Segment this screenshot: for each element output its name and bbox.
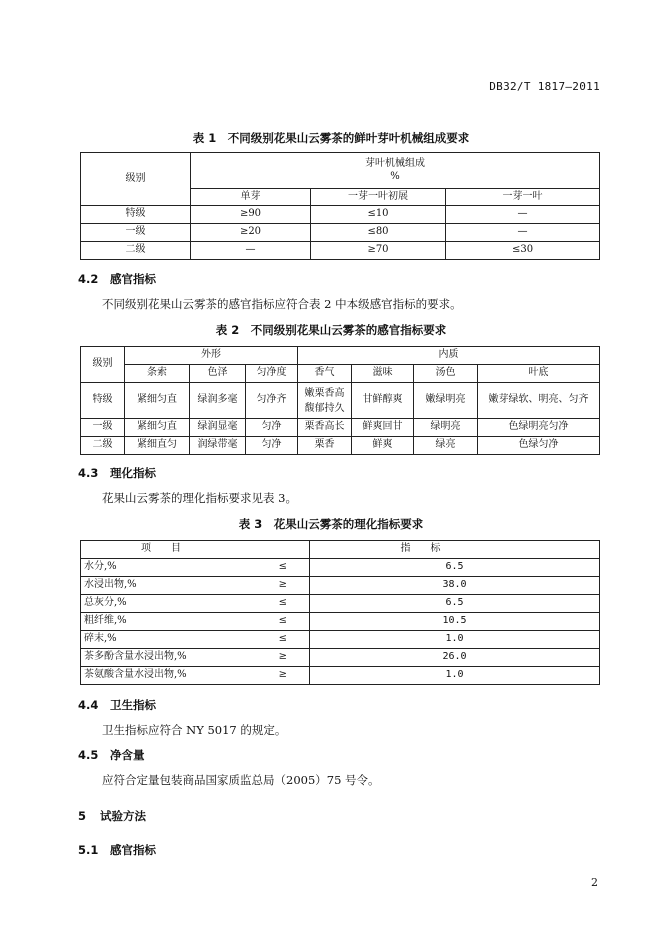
table2-cell: 绿润多毫 bbox=[190, 383, 246, 419]
section-title: 感官指标 bbox=[110, 272, 157, 286]
section-4-4-heading bbox=[78, 697, 156, 713]
table3-value-cell: 26.0 bbox=[310, 649, 600, 667]
table3-item-label: 茶多酚含量水浸出物,% bbox=[84, 651, 187, 663]
table1-cell: — bbox=[446, 224, 600, 242]
table-row bbox=[81, 577, 600, 595]
section-title: 感官指标 bbox=[110, 843, 157, 857]
table3-operator: ≤ bbox=[278, 633, 287, 645]
table2-cell: 嫩绿明亮 bbox=[414, 383, 478, 419]
table2-grade-cell: 二级 bbox=[81, 437, 125, 455]
table3-item-label: 水浸出物,% bbox=[84, 579, 137, 591]
table3-operator: ≥ bbox=[278, 669, 287, 681]
section-title: 卫生指标 bbox=[110, 698, 157, 712]
table3-value-cell: 10.5 bbox=[310, 613, 600, 631]
table1-grade-cell: 一级 bbox=[81, 224, 191, 242]
table3-item-label: 粗纤维,% bbox=[84, 615, 127, 627]
table3-value-cell: 38.0 bbox=[310, 577, 600, 595]
table2-cell: 绿明亮 bbox=[414, 419, 478, 437]
table1-cell: ≤10 bbox=[311, 206, 446, 224]
table-row bbox=[81, 206, 600, 224]
table2-cell: 匀净 bbox=[246, 419, 298, 437]
table3-item-label: 水分,% bbox=[84, 561, 117, 573]
table2-cell: 匀净齐 bbox=[246, 383, 298, 419]
table2-cell: 润绿带毫 bbox=[190, 437, 246, 455]
section-4-5-heading bbox=[78, 747, 145, 763]
document-code: DB32/T 1817—2011 bbox=[489, 80, 600, 93]
table2-grade-header: 级别 bbox=[81, 347, 125, 383]
table2-cell: 紧细匀直 bbox=[125, 383, 190, 419]
table3-operator: ≥ bbox=[278, 651, 287, 663]
table-row bbox=[81, 649, 600, 667]
section-number: 4.5 bbox=[78, 748, 99, 762]
table3-item-label: 茶氨酸含量水浸出物,% bbox=[84, 669, 187, 681]
section-number: 5.1 bbox=[78, 843, 99, 857]
table2-cell: 嫩芽绿软、明亮、匀齐 bbox=[478, 383, 600, 419]
table1-cell: — bbox=[446, 206, 600, 224]
table-row bbox=[81, 613, 600, 631]
table1-group-header bbox=[191, 153, 600, 189]
section-number: 5 bbox=[78, 809, 87, 823]
table-row bbox=[81, 595, 600, 613]
section-number: 4.4 bbox=[78, 698, 99, 712]
table2-cell: 绿亮 bbox=[414, 437, 478, 455]
table2-col-header: 色泽 bbox=[190, 365, 246, 383]
section-title: 理化指标 bbox=[110, 466, 157, 480]
table1-col-header: 单芽 bbox=[191, 189, 311, 206]
table2-cell: 栗香高长 bbox=[298, 419, 352, 437]
table3-item-label: 碎末,% bbox=[84, 633, 117, 645]
table3-item-cell bbox=[81, 559, 310, 577]
section-4-2-text: 不同级别花果山云雾茶的感官指标应符合表 2 中本级感官指标的要求。 bbox=[102, 297, 462, 311]
page-number: 2 bbox=[591, 876, 598, 889]
table2-cell: 色绿明亮匀净 bbox=[478, 419, 600, 437]
table1-cell: — bbox=[191, 242, 311, 260]
table2-title: 表 2 不同级别花果山云雾茶的感官指标要求 bbox=[215, 323, 447, 337]
table3-value-header: 指 标 bbox=[310, 541, 600, 559]
table-row bbox=[81, 242, 600, 260]
table2-cell: 嫩栗香高 馥郁持久 bbox=[298, 383, 352, 419]
table2-cell: 甘鲜醇爽 bbox=[352, 383, 414, 419]
table1-title: 表 1 不同级别花果山云雾茶的鲜叶芽叶机械组成要求 bbox=[192, 131, 470, 145]
table-row bbox=[81, 383, 600, 419]
table2 bbox=[80, 346, 600, 455]
table-row bbox=[81, 437, 600, 455]
table1-col-header: 一芽一叶初展 bbox=[311, 189, 446, 206]
table2-col-header: 滋味 bbox=[352, 365, 414, 383]
table3-item-cell bbox=[81, 667, 310, 685]
table3-value-cell: 6.5 bbox=[310, 559, 600, 577]
table3 bbox=[80, 540, 600, 685]
table2-cell: 鲜爽 bbox=[352, 437, 414, 455]
table2-cell: 栗香 bbox=[298, 437, 352, 455]
table3-item-header: 项 目 bbox=[81, 541, 310, 559]
table2-cell: 紧细匀直 bbox=[125, 419, 190, 437]
table1-grade-header: 级别 bbox=[81, 153, 191, 206]
table-row bbox=[81, 224, 600, 242]
table-row bbox=[81, 631, 600, 649]
table2-cell: 色绿匀净 bbox=[478, 437, 600, 455]
table1-cell: ≤30 bbox=[446, 242, 600, 260]
table-row bbox=[81, 419, 600, 437]
table3-title: 表 3 花果山云雾茶的理化指标要求 bbox=[238, 517, 424, 531]
section-4-2-heading bbox=[78, 271, 156, 287]
table2-group-outer: 外形 bbox=[125, 347, 298, 365]
table1-cell: ≥20 bbox=[191, 224, 311, 242]
section-number: 4.3 bbox=[78, 466, 99, 480]
table3-item-cell bbox=[81, 649, 310, 667]
table1-cell: ≤80 bbox=[311, 224, 446, 242]
table2-cell: 紧细直匀 bbox=[125, 437, 190, 455]
table1-grade-cell: 二级 bbox=[81, 242, 191, 260]
section-4-4-text: 卫生指标应符合 NY 5017 的规定。 bbox=[102, 723, 287, 737]
table2-col-header: 香气 bbox=[298, 365, 352, 383]
table2-cell: 绿润显毫 bbox=[190, 419, 246, 437]
section-number: 4.2 bbox=[78, 272, 99, 286]
section-title: 净含量 bbox=[110, 748, 145, 762]
section-4-3-heading bbox=[78, 465, 156, 481]
table2-cell: 匀净 bbox=[246, 437, 298, 455]
section-5-heading bbox=[78, 808, 146, 824]
table2-grade-cell: 一级 bbox=[81, 419, 125, 437]
table1-group-header-line2: % bbox=[390, 170, 400, 182]
table3-value-cell: 1.0 bbox=[310, 631, 600, 649]
table3-item-cell bbox=[81, 577, 310, 595]
table-row bbox=[81, 667, 600, 685]
table2-grade-cell: 特级 bbox=[81, 383, 125, 419]
table3-operator: ≤ bbox=[278, 597, 287, 609]
table1-cell: ≥90 bbox=[191, 206, 311, 224]
table1-grade-cell: 特级 bbox=[81, 206, 191, 224]
table1 bbox=[80, 152, 600, 260]
table3-operator: ≥ bbox=[278, 579, 287, 591]
table2-cell: 鲜爽回甘 bbox=[352, 419, 414, 437]
table1-col-header: 一芽一叶 bbox=[446, 189, 600, 206]
table3-operator: ≤ bbox=[278, 561, 287, 573]
table2-col-header: 匀净度 bbox=[246, 365, 298, 383]
table2-col-header: 汤色 bbox=[414, 365, 478, 383]
table3-operator: ≤ bbox=[278, 615, 287, 627]
table3-item-label: 总灰分,% bbox=[84, 597, 127, 609]
section-4-3-text: 花果山云雾茶的理化指标要求见表 3。 bbox=[102, 491, 297, 505]
section-title: 试验方法 bbox=[100, 809, 147, 823]
table3-value-cell: 6.5 bbox=[310, 595, 600, 613]
table3-item-cell bbox=[81, 613, 310, 631]
section-5-1-heading bbox=[78, 842, 156, 858]
table1-cell: ≥70 bbox=[311, 242, 446, 260]
section-4-5-text: 应符合定量包装商品国家质监总局（2005）75 号令。 bbox=[102, 773, 380, 787]
table3-item-cell bbox=[81, 631, 310, 649]
table2-col-header: 叶底 bbox=[478, 365, 600, 383]
table3-item-cell bbox=[81, 595, 310, 613]
table2-group-inner: 内质 bbox=[298, 347, 600, 365]
table-row bbox=[81, 559, 600, 577]
table2-col-header: 条索 bbox=[125, 365, 190, 383]
table3-value-cell: 1.0 bbox=[310, 667, 600, 685]
table1-group-header-line1: 芽叶机械组成 bbox=[365, 158, 426, 169]
